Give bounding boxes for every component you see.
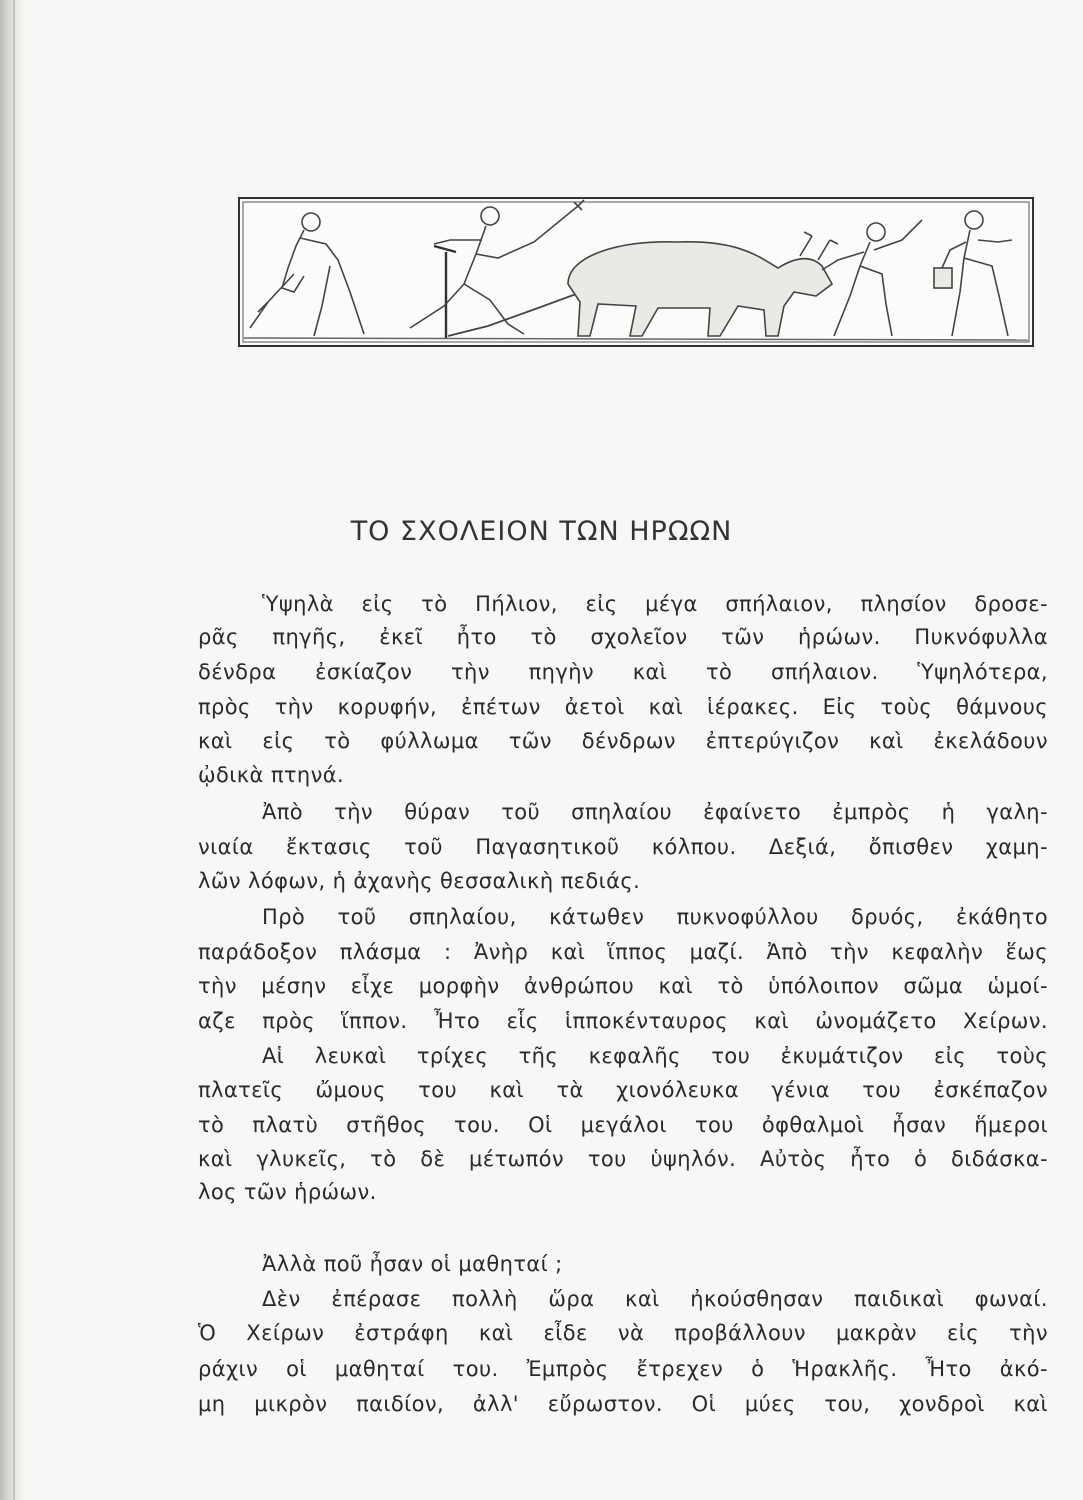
text-line-3: δένδρα ἐσκίαζον τὴν πηγὴν καὶ τὸ σπήλαιον. Ὑψηλότερα, — [198, 660, 1048, 684]
plowing-scene-drawing — [238, 196, 1036, 351]
text-line-10: Πρὸ τοῦ σπηλαίου, κάτωθεν πυκνοφύλλου δρυός, ἐκάθητο — [262, 905, 1048, 929]
text-line-2: ρᾶς πηγῆς, ἐκεῖ ἦτο τὸ σχολεῖον τῶν ἡρώων. Πυκνόφυλλα — [198, 625, 1048, 649]
text-line-22: ράχιν οἱ μαθηταί του. Ἐμπρὸς ἔτρεχεν ὁ Ἡρακλῆς. Ἦτο ἀκό- — [198, 1357, 1048, 1381]
text-line-21: Ὁ Χείρων ἐστράφη καὶ εἶδε νὰ προβάλλουν μακρὰν εἰς τὴν — [198, 1321, 1048, 1345]
text-line-11: παράδοξον πλάσμα : Ἀνὴρ καὶ ἵππος μαζί. Ἀπὸ τὴν κεφαλὴν ἕως — [198, 940, 1048, 964]
text-line-1: Ὑψηλὰ εἰς τὸ Πήλιον, εἰς μέγα σπήλαιον, πλησίον δροσε- — [262, 592, 1048, 616]
text-line-6: ᾠδικὰ πτηνά. — [198, 763, 345, 787]
frieze-illustration — [238, 196, 1036, 351]
text-line-5: καὶ εἰς τὸ φύλλωμα τῶν δένδρων ἐπτερύγιζον καὶ ἐκελάδουν — [198, 729, 1048, 753]
text-line-16: τὸ πλατὺ στῆθος του. Οἱ μεγάλοι του ὀφθαλμοὶ ἦσαν ἥμεροι — [198, 1113, 1048, 1137]
text-line-18: λος τῶν ἡρώων. — [198, 1180, 377, 1204]
text-line-13: αζε πρὸς ἵππον. Ἦτο εἷς ἱπποκένταυρος καὶ ὠνομάζετο Χείρων. — [198, 1009, 1048, 1033]
text-line-8: νιαία ἔκτασις τοῦ Παγασητικοῦ κόλπου. Δεξιά, ὄπισθεν χαμη- — [198, 835, 1048, 859]
text-line-14: Αἱ λευκαὶ τρίχες τῆς κεφαλῆς του ἐκυμάτιζον εἰς τοὺς — [262, 1044, 1048, 1068]
text-line-20: Δὲν ἐπέρασε πολλὴ ὥρα καὶ ἠκούσθησαν παιδικαὶ φωναί. — [262, 1287, 1048, 1311]
binding-line — [13, 0, 15, 1500]
text-line-15: πλατεῖς ὤμους του καὶ τὰ χιονόλευκα γένια του ἐσκέπαζον — [198, 1078, 1048, 1102]
text-line-19: Ἀλλὰ ποῦ ἦσαν οἱ μαθηταί ; — [262, 1252, 563, 1276]
text-line-4: πρὸς τὴν κορυφήν, ἐπέτων ἀετοὶ καὶ ἱέρακες. Εἰς τοὺς θάμνους — [198, 695, 1048, 719]
text-line-9: λῶν λόφων, ἡ ἀχανὴς θεσσαλικὴ πεδιάς. — [198, 869, 641, 893]
text-line-23: μη μικρὸν παιδίον, ἀλλ' εὔρωστον. Οἱ μύες του, χονδροὶ καὶ — [198, 1392, 1048, 1416]
text-line-7: Ἀπὸ τὴν θύραν τοῦ σπηλαίου ἐφαίνετο ἐμπρὸς ἡ γαλη- — [262, 800, 1048, 824]
text-line-17: καὶ γλυκεῖς, τὸ δὲ μέτωπόν του ὑψηλόν. Αὐτὸς ἦτο ὁ διδάσκα- — [198, 1147, 1048, 1171]
page-title: ΤΟ ΣΧΟΛΕΙΟΝ ΤΩΝ ΗΡΩΩΝ — [350, 516, 733, 547]
text-line-12: τὴν μέσην εἶχε μορφὴν ἀνθρώπου καὶ τὸ ὑπόλοιπον σῶμα ὡμοί- — [198, 974, 1048, 998]
